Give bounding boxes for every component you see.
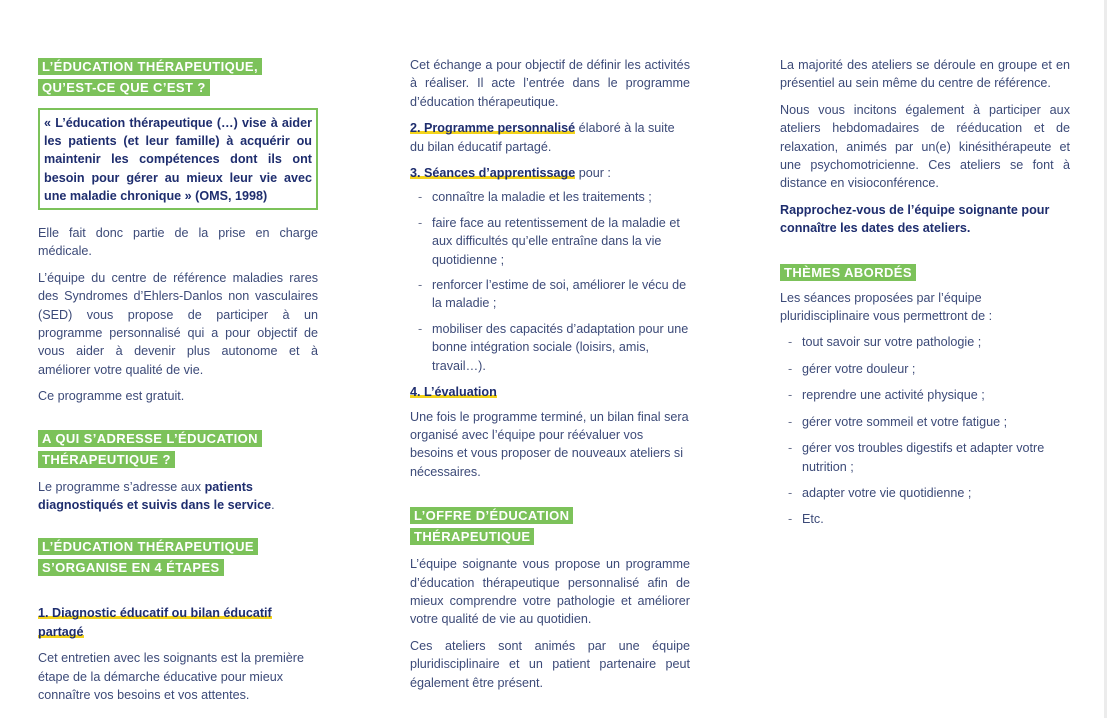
- paragraph: Ces ateliers sont animés par une équipe pluridisciplinaire et un patient partenaire peut également être présent.: [410, 638, 690, 690]
- audience-suffix: .: [271, 498, 275, 513]
- who-quote: « L’éducation thérapeutique (…) vise à aider les patients (et leur famille) à acquérir ou maintenir les compétences dont ils ont besoin pour gérer au mieux leur vie avec une maladie chronique » (OMS, 1998): [38, 108, 318, 210]
- paragraph: Les séances proposées par l’équipe pluridisciplinaire vous permettront de :: [780, 290, 993, 324]
- list-item: - connaître la maladie et les traitements ;: [410, 188, 690, 206]
- step-2-text: élaboré à la suite du bilan éducatif partagé.: [410, 121, 675, 154]
- step-4-title: 4. L’évaluation: [410, 385, 497, 400]
- paragraph: L’équipe soignante vous propose un programme d’éducation thérapeutique personnalisé afin de mieux comprendre votre pathologie et améliorer votre qualité de vie au quotidien.: [410, 557, 690, 627]
- page-edge-divider: [1104, 0, 1107, 718]
- list-item: - adapter votre vie quotidienne ;: [780, 484, 1070, 502]
- themes-list: [780, 333, 1070, 528]
- list-item: - gérer vos troubles digestifs et adapter votre nutrition ;: [780, 439, 1070, 476]
- audience-prefix: Le programme s’adresse aux: [38, 479, 205, 494]
- heading-what-is: [38, 56, 318, 98]
- heading-line: S’ORGANISE EN 4 ÉTAPES: [38, 559, 224, 576]
- step-3-text: pour :: [575, 166, 611, 181]
- step-2: [410, 119, 690, 156]
- list-item: - Etc.: [780, 510, 1070, 528]
- paragraph: Nous vous incitons également à participer aux ateliers hebdomadaires de rééducation et de relaxation, animés par un(e) kinésithérapeute et une psychomotricienne. Ces ateliers se font à distance en visioconférence.: [780, 102, 1070, 191]
- list-item: - tout savoir sur votre pathologie ;: [780, 333, 1070, 351]
- paragraph: Cet échange a pour objectif de définir les activités à réaliser. Il acte l’entrée dans le programme d’éducation thérapeutique.: [410, 58, 690, 109]
- list-item: - gérer votre sommeil et votre fatigue ;: [780, 413, 1070, 431]
- paragraph: Elle fait donc partie de la prise en charge médicale.: [38, 226, 318, 259]
- audience-paragraph: [38, 478, 318, 515]
- heading-line: L’ÉDUCATION THÉRAPEUTIQUE: [38, 538, 258, 555]
- step-2-title: 2. Programme personnalisé: [410, 121, 576, 136]
- heading-offer: [410, 505, 690, 547]
- heading-audience: [38, 428, 318, 470]
- column-1: [38, 0, 318, 705]
- heading-line: L’ÉDUCATION THÉRAPEUTIQUE,: [38, 58, 262, 75]
- step-4: [410, 383, 690, 401]
- heading-themes: [780, 262, 1070, 283]
- list-item: - mobiliser des capacités d’adaptation pour une bonne intégration sociale (loisirs, amis, travail…).: [410, 320, 690, 375]
- heading-steps: [38, 536, 318, 578]
- contact-paragraph: Rapprochez-vous de l’équipe soignante pour connaître les dates des ateliers.: [780, 202, 1050, 236]
- heading-line: THÉRAPEUTIQUE: [410, 528, 534, 545]
- list-item: - reprendre une activité physique ;: [780, 386, 1070, 404]
- heading-line: L’OFFRE D’ÉDUCATION: [410, 507, 573, 524]
- heading-line: QU’EST-CE QUE C’EST ?: [38, 79, 210, 96]
- heading-line: THÈMES ABORDÉS: [780, 264, 916, 281]
- list-item: - gérer votre douleur ;: [780, 360, 1070, 378]
- paragraph: Une fois le programme terminé, un bilan final sera organisé avec l’équipe pour réévaluer vos besoins et vous proposer de nouveaux ateliers si nécessaires.: [410, 409, 689, 479]
- step-3: [410, 164, 690, 182]
- paragraph: L’équipe du centre de référence maladies rares des Syndromes d’Ehlers-Danlos non vasculaires (SED) vous propose de participer à un programme personnalisé qui a pour objectif de vous aider à devenir plus autonome et à améliorer votre qualité de vie.: [38, 270, 318, 377]
- paragraph: Ce programme est gratuit.: [38, 389, 185, 404]
- column-3: [780, 0, 1070, 529]
- list-item: - renforcer l’estime de soi, améliorer le vécu de la maladie ;: [410, 276, 690, 313]
- step-3-title: 3. Séances d’apprentissage: [410, 166, 576, 181]
- paragraph: La majorité des ateliers se déroule en groupe et en présentiel au sein même du centre de référence.: [780, 58, 1070, 91]
- list-item: - faire face au retentissement de la maladie et aux difficultés qu’elle entraîne dans la vie quotidienne ;: [410, 214, 690, 269]
- heading-line: A QUI S’ADRESSE L’ÉDUCATION: [38, 430, 262, 447]
- step-3-list: [410, 188, 690, 375]
- heading-line: THÉRAPEUTIQUE ?: [38, 451, 175, 468]
- paragraph: Cet entretien avec les soignants est la première étape de la démarche éducative pour mieux connaître vos besoins et vos attentes.: [38, 651, 305, 703]
- step-1: [38, 604, 318, 641]
- column-2: [410, 0, 690, 692]
- audience-bold: patients diagnostiqués et suivis dans le service: [38, 479, 272, 513]
- step-1-title: 1. Diagnostic éducatif ou bilan éducatif partagé: [38, 606, 272, 639]
